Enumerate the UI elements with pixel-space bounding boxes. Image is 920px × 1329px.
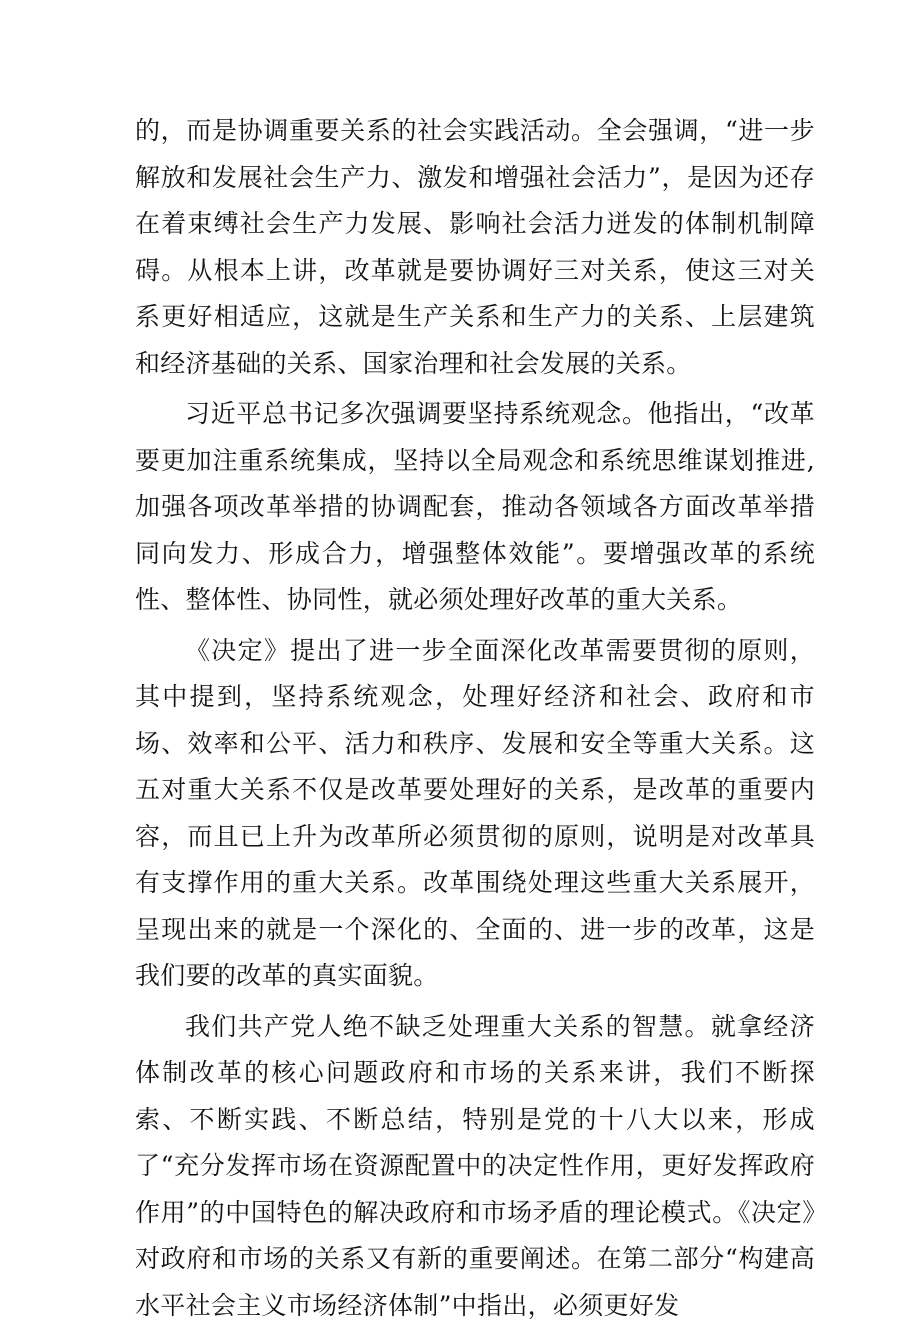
paragraph-3: 《决定》提出了进一步全面深化改革需要贯彻的原则，其中提到，坚持系统观念，处理好经济和社会、政府和市场、效率和公平、活力和秩序、发展和安全等重大关系。这五对重大关系不仅是改革要处理好的关系，是改革的重要内容，而且已上升为改革所必须贯彻的原则，说明是对改革具有支撑作用的重大关系。改革围绕处理这些重大关系展开，呈现出来的就是一个深化的、全面的、进一步的改革，这是我们要的改革的真实面貌。 — [135, 628, 815, 1000]
paragraph-2: 习近平总书记多次强调要坚持系统观念。他指出，“改革要更加注重系统集成，坚持以全局观念和系统思维谋划推进,加强各项改革举措的协调配套，推动各领域各方面改革举措同向发力、形成合力，增强整体效能”。要增强改革的系统性、整体性、协同性，就必须处理好改革的重大关系。 — [135, 391, 815, 624]
paragraph-1: 的，而是协调重要关系的社会实践活动。全会强调，“进一步解放和发展社会生产力、激发和增强社会活力”，是因为还存在着束缚社会生产力发展、影响社会活力迸发的体制机制障碍。从根本上讲，改革就是要协调好三对关系，使这三对关系更好相适应，这就是生产关系和生产力的关系、上层建筑和经济基础的关系、国家治理和社会发展的关系。 — [135, 108, 815, 387]
document-body — [135, 108, 815, 1329]
paragraph-4: 我们共产党人绝不缺乏处理重大关系的智慧。就拿经济体制改革的核心问题政府和市场的关系来讲，我们不断探索、不断实践、不断总结，特别是党的十八大以来，形成了“充分发挥市场在资源配置中的决定性作用，更好发挥政府作用”的中国特色的解决政府和市场矛盾的理论模式。《决定》对政府和市场的关系又有新的重要阐述。在第二部分“构建高水平社会主义市场经济体制”中指出，必须更好发 — [135, 1004, 815, 1329]
